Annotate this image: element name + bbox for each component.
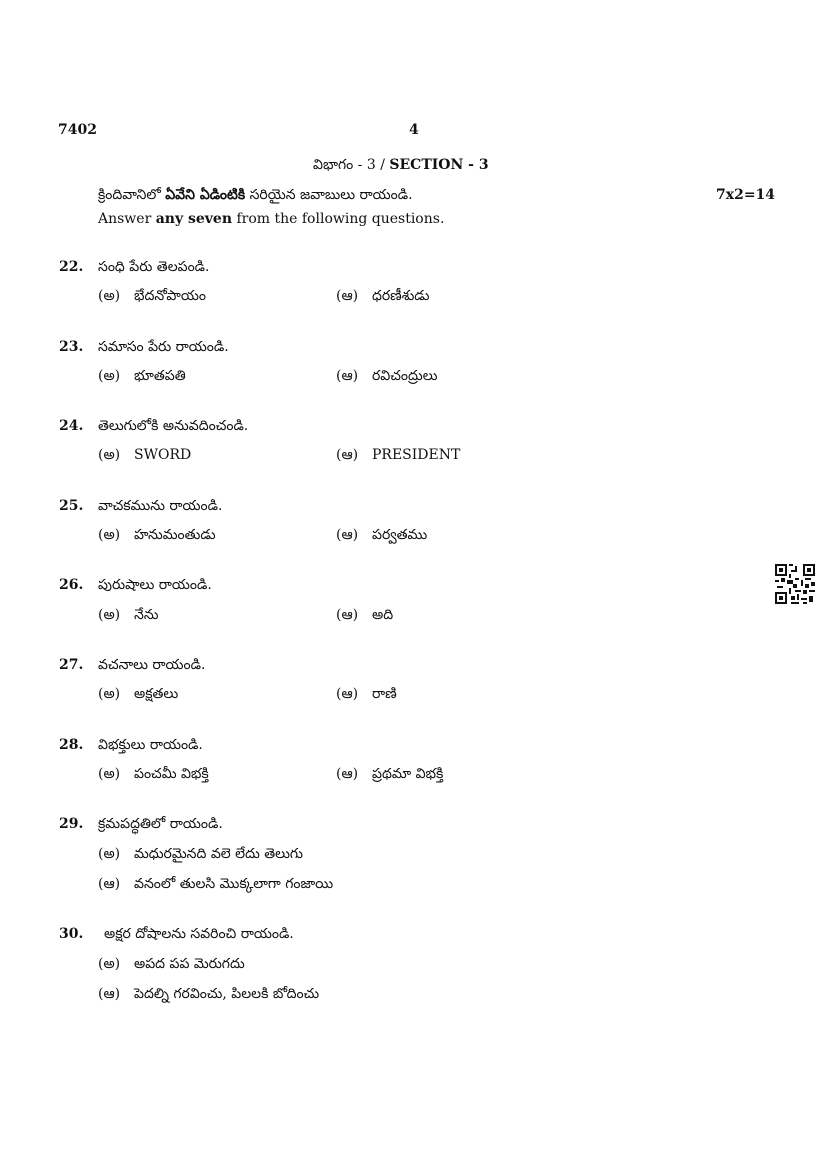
page-number: 4 — [409, 122, 419, 138]
instruction-telugu-bold: ఏవేని ఏడింటికి — [165, 187, 246, 203]
option-marker: (ఆ) — [336, 686, 359, 702]
question-text: తెలుగులోకి అనువదించండి. — [98, 418, 249, 434]
option-text: పెదల్ని గరవించు, పిలలకి బోదించు — [134, 986, 320, 1002]
option-text: పంచమీ విభక్తి — [134, 766, 209, 782]
option-b — [336, 686, 397, 705]
option-text: ధరణీశుడు — [372, 288, 430, 304]
question-number: 29. — [59, 816, 84, 832]
instruction-telugu-post: సరియైన జవాబులు రాయండి. — [245, 187, 413, 203]
option-a — [98, 288, 206, 307]
option-text: అక్షతలు — [134, 686, 179, 702]
option-a — [98, 447, 191, 466]
option-text: మధురమైనది వలె లేదు తెలుగు — [134, 846, 303, 862]
paper-code: 7402 — [58, 122, 97, 138]
option-marker: (అ) — [98, 846, 121, 862]
question-text: పురుషాలు రాయండి. — [98, 577, 212, 593]
question-number: 28. — [59, 737, 84, 753]
question-number: 26. — [59, 577, 84, 593]
question-number: 30. — [59, 926, 84, 942]
option-b — [336, 447, 460, 466]
option-text: హనుమంతుడు — [134, 527, 216, 543]
question-number: 22. — [59, 259, 84, 275]
question-number: 27. — [59, 657, 84, 673]
option-a — [98, 846, 303, 865]
option-marker: (ఆ) — [336, 368, 359, 384]
option-marker: (అ) — [98, 368, 121, 384]
option-marker: (ఆ) — [336, 447, 359, 463]
option-text: రాణి — [372, 686, 397, 702]
option-marker: (అ) — [98, 527, 121, 543]
marks-allocation: 7x2=14 — [716, 187, 776, 203]
instruction-telugu — [98, 187, 413, 206]
question-text: వచనాలు రాయండి. — [98, 657, 206, 673]
option-text: పర్వతము — [372, 527, 428, 543]
option-text: SWORD — [134, 447, 192, 463]
option-marker: (అ) — [98, 288, 121, 304]
instruction-english — [98, 211, 444, 227]
option-a — [98, 368, 186, 387]
option-b — [98, 986, 319, 1005]
option-marker: (ఆ) — [336, 527, 359, 543]
option-text: అది — [372, 607, 394, 623]
option-a — [98, 686, 178, 705]
option-b — [336, 766, 443, 785]
question-text: సంధి పేరు తెలపండి. — [98, 259, 210, 275]
option-a — [98, 956, 245, 975]
option-marker: (ఆ) — [98, 986, 121, 1002]
option-text: ప్రథమా విభక్తి — [372, 766, 444, 782]
option-a — [98, 766, 209, 785]
option-text: రవిచంద్రులు — [372, 368, 438, 384]
option-marker: (అ) — [98, 956, 121, 972]
option-marker: (ఆ) — [336, 288, 359, 304]
instruction-english-post: from the following questions. — [232, 211, 445, 227]
option-b — [336, 607, 393, 626]
option-text: భూతపతి — [134, 368, 186, 384]
option-marker: (ఆ) — [336, 607, 359, 623]
question-number: 25. — [59, 498, 84, 514]
instruction-telugu-pre: క్రిందివానిలో — [98, 187, 166, 203]
question-text: సమాసం పేరు రాయండి. — [98, 339, 229, 355]
question-text: వాచకమును రాయండి. — [98, 498, 223, 514]
option-marker: (అ) — [98, 686, 121, 702]
option-marker: (అ) — [98, 447, 121, 463]
option-text: నేను — [134, 607, 159, 623]
section-heading — [313, 157, 489, 176]
instruction-english-bold: any seven — [155, 211, 233, 227]
qr-code-icon — [775, 564, 815, 604]
option-text: అపద పప మెరుగదు — [134, 956, 245, 972]
option-marker: (అ) — [98, 766, 121, 782]
question-number: 24. — [59, 418, 84, 434]
option-b — [336, 368, 438, 387]
option-b — [336, 288, 430, 307]
option-b — [98, 876, 333, 895]
option-marker: (అ) — [98, 607, 121, 623]
option-a — [98, 607, 159, 626]
option-text: వనంలో తులసి మొక్కలాగా గంజాయి — [134, 876, 334, 892]
instruction-english-pre: Answer — [98, 211, 156, 227]
option-b — [336, 527, 427, 546]
section-heading-telugu: విభాగం - 3 / — [313, 157, 390, 173]
section-heading-english: SECTION - 3 — [389, 157, 489, 173]
option-marker: (ఆ) — [336, 766, 359, 782]
option-text: PRESIDENT — [372, 447, 461, 463]
option-text: భేదనోపాయం — [134, 288, 206, 304]
question-text: విభక్తులు రాయండి. — [98, 737, 203, 753]
option-a — [98, 527, 216, 546]
question-text: క్రమపద్ధతిలో రాయండి. — [98, 816, 223, 832]
option-marker: (ఆ) — [98, 876, 121, 892]
question-number: 23. — [59, 339, 84, 355]
question-text: అక్షర దోషాలను సవరించి రాయండి. — [104, 926, 294, 942]
